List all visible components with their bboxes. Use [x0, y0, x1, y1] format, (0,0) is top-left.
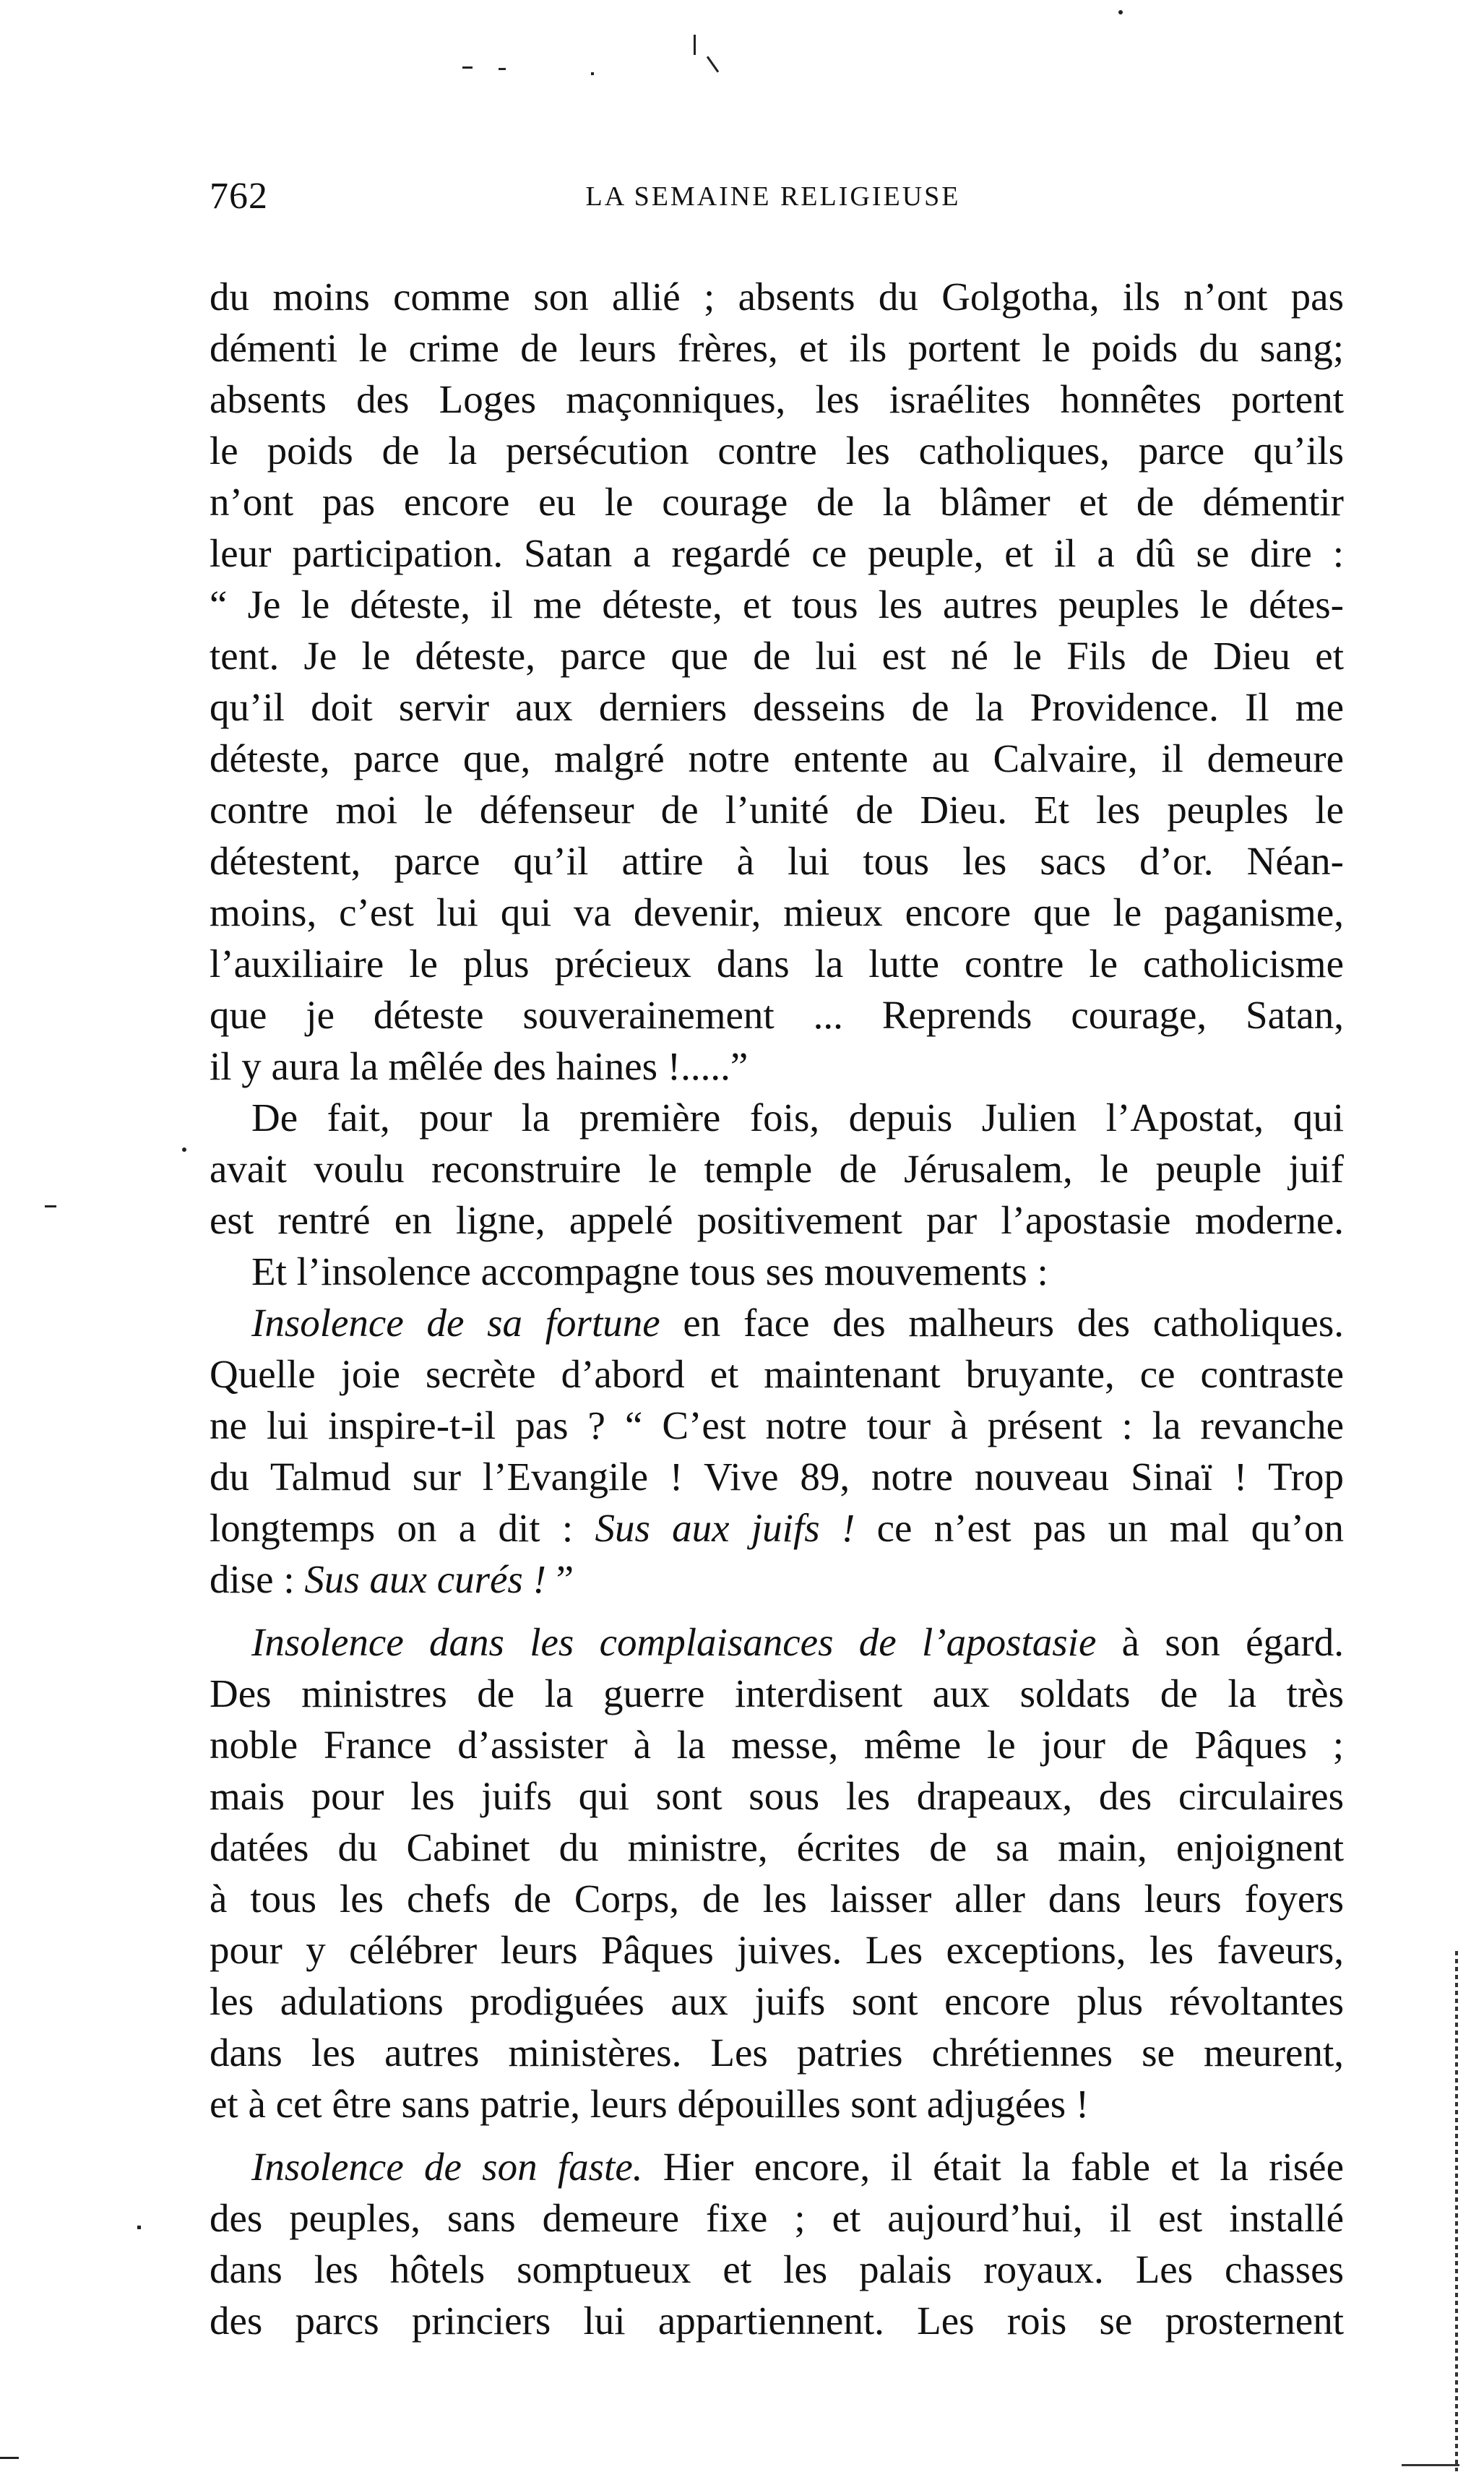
scan-speck	[694, 35, 696, 55]
text-line	[210, 1616, 1344, 1668]
scan-speck	[591, 72, 594, 75]
running-head	[210, 175, 1337, 225]
text-line: détestent, parce qu’il attire à lui tous les sacs d’or. Néan-	[210, 839, 1344, 883]
text-line: du moins comme son allié ; absents du Golgotha, ils n’ont pas	[210, 275, 1344, 319]
page-number: 762	[210, 176, 268, 217]
text-line	[210, 2141, 1344, 2192]
line-segment: longtemps on a dit :	[210, 1506, 595, 1550]
page-edge-mark	[1455, 1951, 1458, 2471]
line-segment: à son égard.	[1096, 1620, 1344, 1664]
text-line: les adulations prodiguées aux juifs sont encore plus révoltantes	[210, 1979, 1344, 2023]
scan-speck	[462, 66, 473, 69]
scan-speck	[137, 2226, 141, 2229]
text-line: avait voulu reconstruire le temple de Jérusalem, le peuple juif	[210, 1147, 1344, 1191]
body-text	[210, 271, 1344, 2346]
line-segment: ce n’est pas un mal qu’on	[855, 1506, 1344, 1550]
text-line: à tous les chefs de Corps, de les laisser aller dans leurs foyers	[210, 1877, 1344, 1921]
italic-phrase: Insolence de sa fortune	[251, 1301, 660, 1345]
text-line: absents des Loges maçonniques, les israélites honnêtes portent	[210, 377, 1344, 421]
text-line: leur participation. Satan a regardé ce peuple, et il a dû se dire :	[210, 531, 1344, 575]
text-line: des parcs princiers lui appartiennent. Les rois se prosternent	[210, 2299, 1344, 2343]
text-line: dans les autres ministères. Les patries chrétiennes se meurent,	[210, 2030, 1344, 2075]
line-segment: Hier encore, il était la fable et la risée	[642, 2145, 1344, 2189]
scan-speck	[707, 56, 719, 72]
text-line: De fait, pour la première fois, depuis Julien l’Apostat, qui	[251, 1095, 1344, 1140]
page-edge-mark	[1402, 2464, 1459, 2466]
text-line: noble France d’assister à la messe, même le jour de Pâques ;	[210, 1723, 1344, 1767]
text-line: mais pour les juifs qui sont sous les drapeaux, des circulaires	[210, 1774, 1344, 1818]
text-line: Des ministres de la guerre interdisent aux soldats de la très	[210, 1671, 1344, 1715]
text-line: l’auxiliaire le plus précieux dans la lutte contre le catholicisme	[210, 942, 1344, 986]
text-line: n’ont pas encore eu le courage de la blâmer et de démentir	[210, 480, 1344, 524]
scan-speck	[45, 1205, 56, 1207]
text-line: est rentré en ligne, appelé positivement par l’apostasie moderne.	[210, 1198, 1344, 1242]
running-title: LA SEMAINE RELIGIEUSE	[585, 181, 961, 212]
scan-speck	[499, 68, 506, 70]
text-line: tent. Je le déteste, parce que de lui est né le Fils de Dieu et	[210, 634, 1344, 678]
text-line: “ Je le déteste, il me déteste, et tous les autres peuples le détes-	[210, 582, 1344, 626]
line-segment: dise :	[210, 1557, 305, 1601]
text-line	[210, 1502, 1344, 1554]
text-line	[210, 1297, 1344, 1348]
scan-speck	[182, 1147, 186, 1152]
text-line: du Talmud sur l’Evangile ! Vive 89, notre nouveau Sinaï ! Trop	[210, 1455, 1344, 1499]
italic-phrase: Sus aux juifs !	[595, 1506, 855, 1550]
text-line: Quelle joie secrète d’abord et maintenant bruyante, ce contraste	[210, 1352, 1344, 1396]
line-segment: en face des malheurs des catholiques.	[660, 1301, 1344, 1345]
text-line: le poids de la persécution contre les catholiques, parce qu’ils	[210, 428, 1344, 473]
text-line: qu’il doit servir aux derniers desseins de la Providence. Il me	[210, 685, 1344, 729]
scan-speck	[1118, 10, 1123, 14]
scan-speck	[0, 2457, 19, 2459]
text-line: contre moi le défenseur de l’unité de Dieu. Et les peuples le	[210, 788, 1344, 832]
text-line	[210, 1554, 1344, 1605]
text-line: des peuples, sans demeure fixe ; et aujourd’hui, il est installé	[210, 2196, 1344, 2240]
text-line: que je déteste souverainement ... Reprends courage, Satan,	[210, 993, 1344, 1037]
text-line: Et l’insolence accompagne tous ses mouvements :	[251, 1249, 1048, 1293]
text-line: pour y célébrer leurs Pâques juives. Les exceptions, les faveurs,	[210, 1928, 1344, 1972]
text-line: déteste, parce que, malgré notre entente au Calvaire, il demeure	[210, 736, 1344, 780]
italic-phrase: Sus aux curés !	[304, 1557, 546, 1601]
text-line: démenti le crime de leurs frères, et ils portent le poids du sang;	[210, 326, 1344, 370]
text-line: moins, c’est lui qui va devenir, mieux encore que le paganisme,	[210, 890, 1344, 934]
text-line: datées du Cabinet du ministre, écrites de sa main, enjoignent	[210, 1825, 1344, 1869]
text-line: ne lui inspire-t-il pas ? “ C’est notre tour à présent : la revanche	[210, 1403, 1344, 1447]
line-segment: ”	[545, 1557, 574, 1601]
italic-phrase: Insolence de son faste.	[251, 2145, 643, 2189]
italic-phrase: Insolence dans les complaisances de l’apostasie	[251, 1620, 1097, 1664]
text-line: dans les hôtels somptueux et les palais royaux. Les chasses	[210, 2247, 1344, 2291]
text-line: et à cet être sans patrie, leurs dépouilles sont adjugées !	[210, 2082, 1090, 2126]
text-line: il y aura la mêlée des haines !.....”	[210, 1044, 749, 1088]
